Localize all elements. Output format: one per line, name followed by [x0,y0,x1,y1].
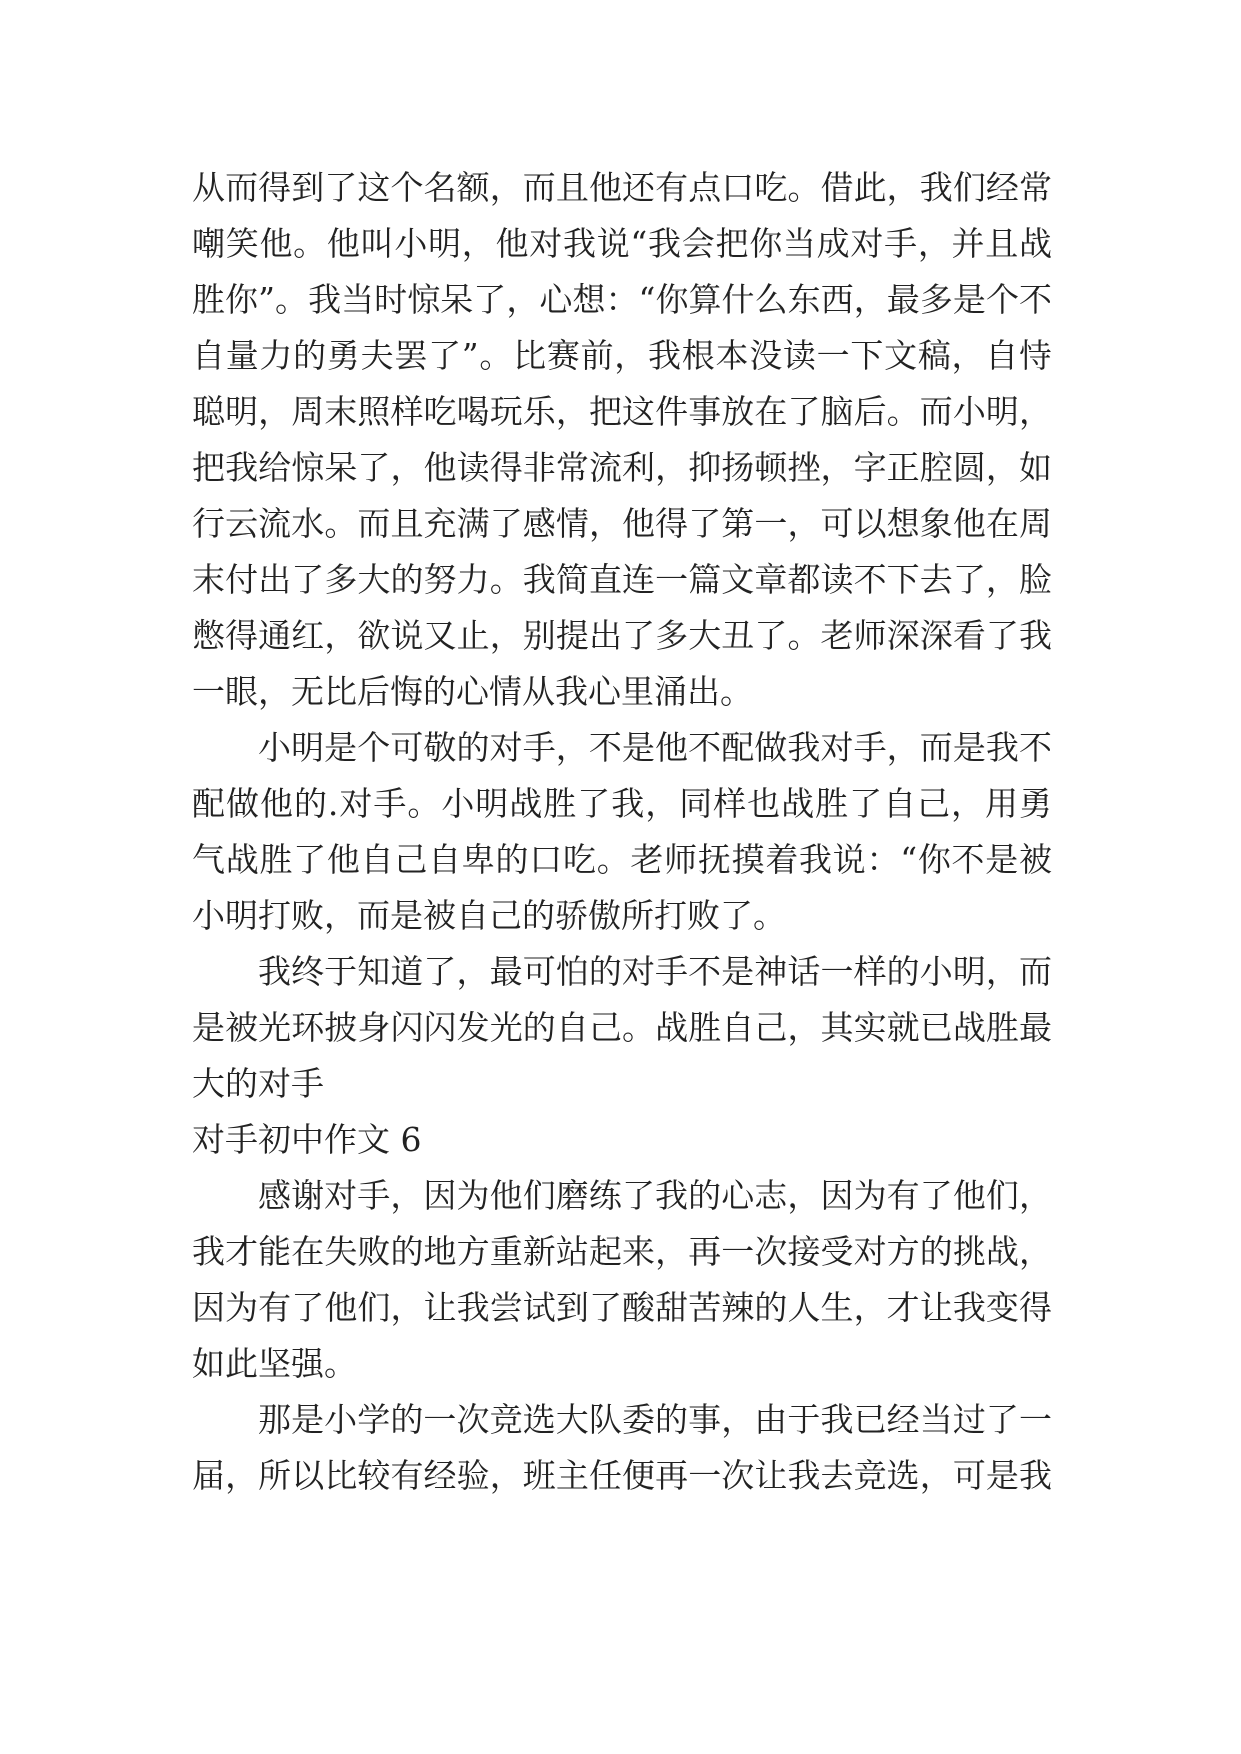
paragraph-first-line: 感谢对手，因为他们磨练了我的心志，因为有了他们， [258,1176,1052,1215]
text-line: 胜你”。我当时惊呆了，心想：“你算什么东西，最多是个不 [192,280,1052,319]
text-line: 我才能在失败的地方重新站起来，再一次接受对方的挑战， [192,1232,1052,1271]
text-line: 大的对手 [192,1064,324,1103]
paragraph-first-line: 我终于知道了，最可怕的对手不是神话一样的小明，而 [258,952,1052,991]
text-line: 届，所以比较有经验，班主任便再一次让我去竞选，可是我 [192,1456,1052,1495]
section-heading: 对手初中作文 6 [192,1120,422,1159]
text-line: 嘲笑他。他叫小明，他对我说“我会把你当成对手，并且战 [192,224,1052,263]
paragraph-first-line: 小明是个可敬的对手，不是他不配做我对手，而是我不 [258,728,1052,767]
text-line: 如此坚强。 [192,1344,357,1383]
text-line: 小明打败，而是被自己的骄傲所打败了。 [192,896,786,935]
text-line: 气战胜了他自己自卑的口吃。老师抚摸着我说：“你不是被 [192,840,1052,879]
text-line: 因为有了他们，让我尝试到了酸甜苦辣的人生，才让我变得 [192,1288,1052,1327]
text-line: 聪明，周末照样吃喝玩乐，把这件事放在了脑后。而小明， [192,392,1052,431]
text-line: 憋得通红，欲说又止，别提出了多大丑了。老师深深看了我 [192,616,1052,655]
text-line: 配做他的.对手。小明战胜了我，同样也战胜了自己，用勇 [192,784,1052,823]
text-line: 一眼，无比后悔的心情从我心里涌出。 [192,672,753,711]
text-line: 自量力的勇夫罢了”。比赛前，我根本没读一下文稿，自恃 [192,336,1052,375]
text-line: 是被光环披身闪闪发光的自己。战胜自己，其实就已战胜最 [192,1008,1052,1047]
text-line: 行云流水。而且充满了感情，他得了第一，可以想象他在周 [192,504,1052,543]
text-line: 从而得到了这个名额，而且他还有点口吃。借此，我们经常 [192,168,1052,207]
text-line: 末付出了多大的努力。我简直连一篇文章都读不下去了，脸 [192,560,1052,599]
text-line: 把我给惊呆了，他读得非常流利，抑扬顿挫，字正腔圆，如 [192,448,1052,487]
document-body [192,160,1052,1504]
paragraph-first-line: 那是小学的一次竞选大队委的事，由于我已经当过了一 [258,1400,1052,1439]
